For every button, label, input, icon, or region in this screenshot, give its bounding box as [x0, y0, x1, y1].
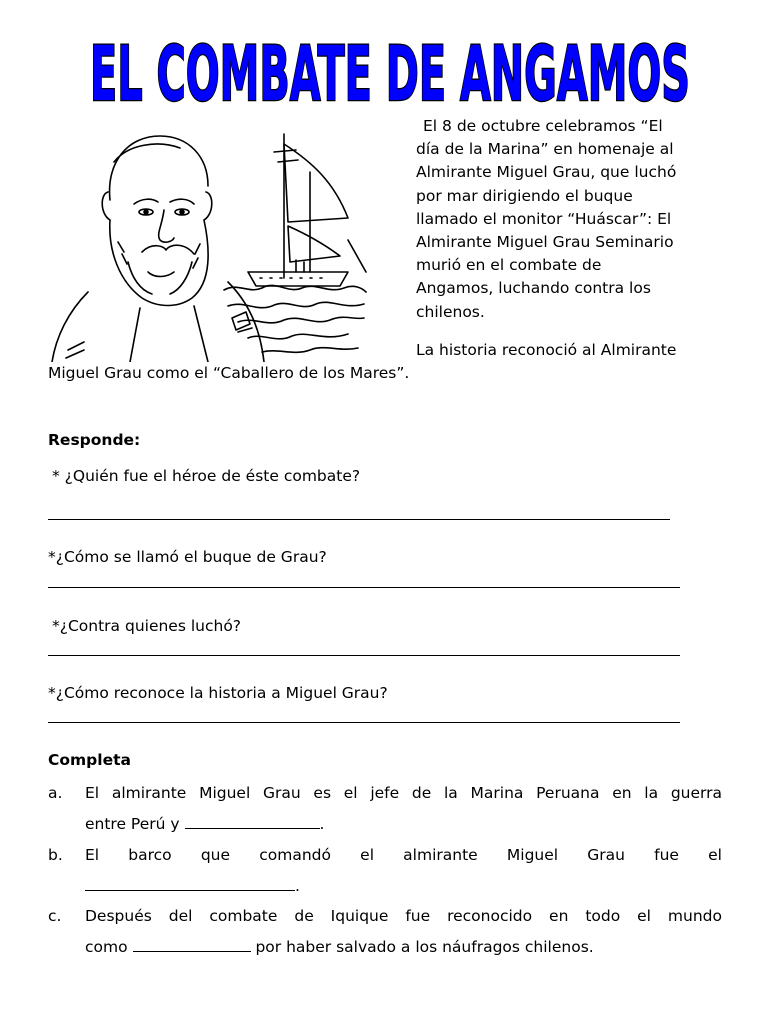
intro-line: Almirante Miguel Grau Seminario: [416, 233, 674, 252]
item-text: El almirante Miguel Grau es el jefe de la Marina Peruana en la guerra: [85, 784, 722, 802]
item-text-continued: [85, 809, 722, 840]
responde-heading: Responde:: [48, 431, 141, 449]
question-1: * ¿Quién fue el héroe de éste combate?: [52, 467, 361, 485]
history-paragraph: [48, 339, 728, 385]
item-text-after-blank: .: [319, 815, 325, 833]
answer-line-1[interactable]: [48, 519, 670, 520]
title-text: EL COMBATE DE ANGAMOS: [90, 29, 690, 118]
completa-heading: Completa: [48, 751, 131, 769]
item-text-continued: [85, 932, 722, 963]
answer-line-4[interactable]: [48, 722, 680, 723]
fill-in-blank-b[interactable]: [85, 875, 295, 891]
item-text-after-blank: por haber salvado a los náufragos chilenos.: [255, 938, 594, 956]
worksheet-title: [70, 14, 710, 124]
fill-in-blank-c[interactable]: [133, 936, 251, 952]
answer-line-3[interactable]: [48, 655, 680, 656]
fill-in-blank-a[interactable]: [185, 813, 320, 829]
item-text-continued: [85, 871, 722, 902]
item-letter: b.: [48, 846, 63, 864]
item-text-before-blank: entre Perú y: [85, 815, 180, 833]
completa-item-c: [48, 901, 722, 963]
grau-portrait-drawing: [52, 136, 264, 362]
item-text: Después del combate de Iquique fue reconocido en todo el mundo: [85, 907, 722, 925]
question-2: *¿Cómo se llamó el buque de Grau?: [48, 548, 327, 566]
item-text: El barco que comandó el almirante Miguel Grau fue el: [85, 846, 722, 864]
intro-line: Angamos, luchando contra los: [416, 279, 651, 298]
question-3: *¿Contra quienes luchó?: [52, 617, 242, 635]
answer-line-2[interactable]: [48, 587, 680, 588]
intro-line: por mar dirigiendo el buque: [416, 186, 633, 205]
intro-line: chilenos.: [416, 302, 485, 321]
huascar-ship-drawing: [248, 134, 366, 286]
item-text-after-blank: .: [295, 877, 300, 895]
intro-line: Almirante Miguel Grau, que luchó: [416, 163, 677, 182]
intro-line: día de la Marina” en homenaje al: [416, 140, 674, 159]
item-text-before-blank: como: [85, 938, 128, 956]
question-4: *¿Cómo reconoce la historia a Miguel Grau?: [48, 684, 388, 702]
intro-paragraph: [416, 115, 736, 324]
completa-item-a: [48, 778, 722, 840]
item-letter: a.: [48, 784, 63, 802]
item-letter: c.: [48, 907, 62, 925]
completa-item-b: [48, 840, 722, 902]
intro-line: murió en el combate de: [416, 256, 602, 275]
history-line: Miguel Grau como el “Caballero de los Mares”.: [48, 364, 410, 383]
intro-line: llamado el monitor “Huáscar”: El: [416, 209, 672, 228]
history-line: La historia reconoció al Almirante: [416, 341, 677, 359]
intro-line: El 8 de octubre celebramos “El: [423, 117, 663, 135]
grau-and-huascar-illustration: [48, 122, 368, 362]
